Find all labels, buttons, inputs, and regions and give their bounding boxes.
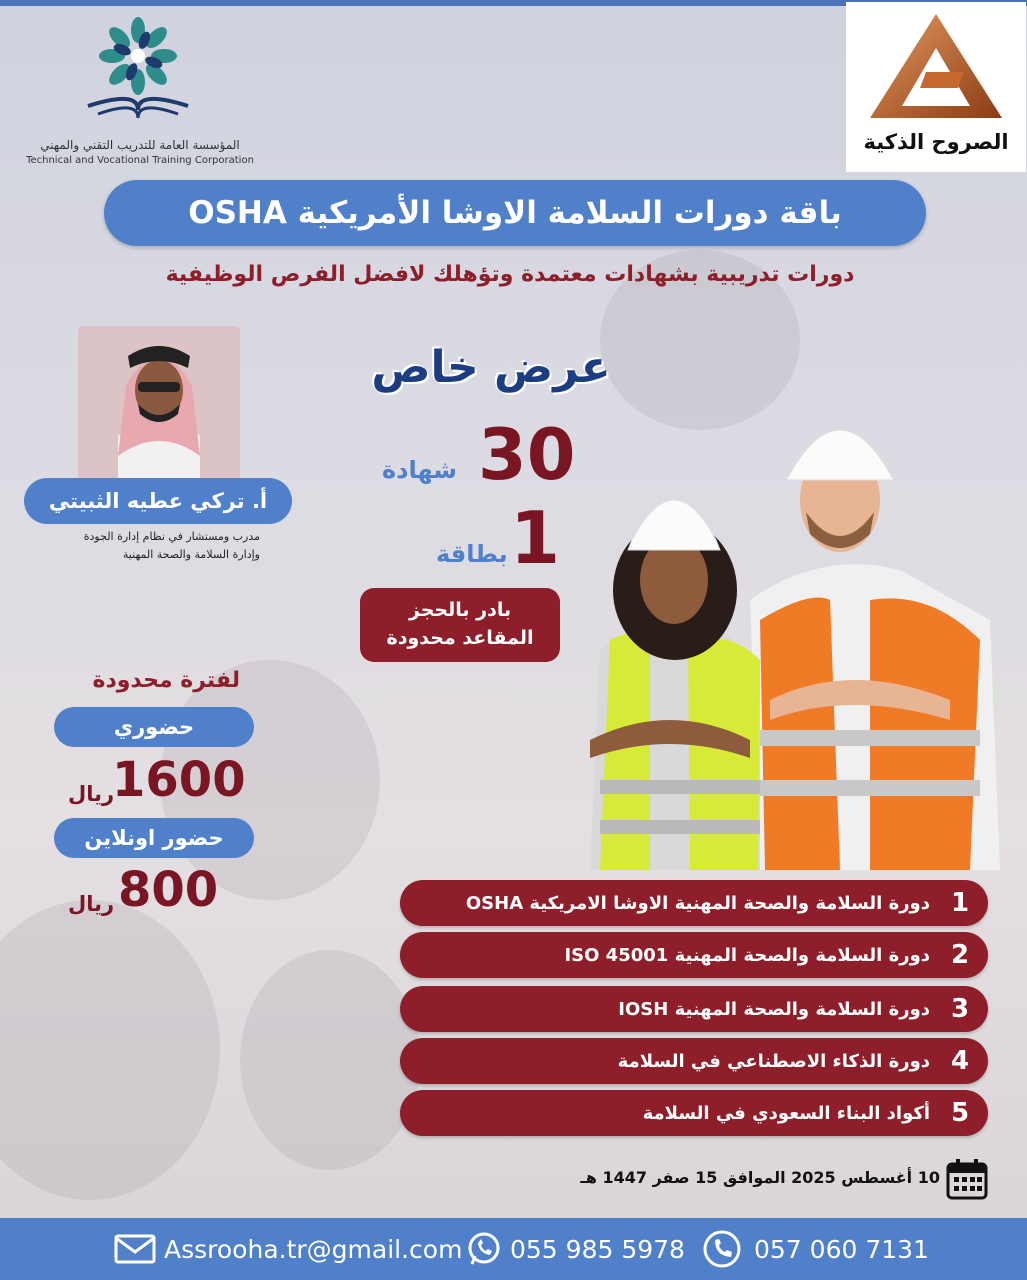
course-number: 2	[950, 940, 970, 970]
in-person-currency: ريال	[68, 782, 115, 806]
title-banner	[104, 180, 926, 246]
tvtc-logo-icon	[68, 10, 208, 135]
online-price: 800	[118, 862, 219, 918]
course-number: 1	[950, 888, 970, 918]
online-currency: ريال	[68, 892, 115, 916]
trainer-name: أ. تركي عطيه الثبيتي	[48, 489, 268, 513]
course-label: دورة السلامة والصحة المهنية IOSH	[618, 998, 930, 1020]
special-offer-headline: عرض خاص	[371, 342, 611, 393]
trainer-role-line1: مدرب ومستشار في نظام إدارة الجودة	[83, 530, 260, 543]
certificates-label: شهادة	[382, 456, 457, 484]
email-icon	[114, 1234, 156, 1264]
course-label: دورة السلامة والصحة المهنية ISO 45001	[564, 944, 930, 966]
in-person-pill	[54, 707, 254, 747]
book-line2: المقاعد محدودة	[386, 627, 534, 649]
workers-illustration	[570, 400, 1010, 870]
course-item-4	[400, 1038, 988, 1084]
course-label: دورة الذكاء الاصطناعي في السلامة	[617, 1050, 930, 1072]
contact-footer	[0, 1218, 1027, 1280]
course-item-1	[400, 880, 988, 926]
trainer-name-banner	[24, 478, 292, 524]
whatsapp-number: 055 985 5978	[510, 1234, 685, 1264]
trainer-avatar-icon	[78, 326, 240, 484]
online-pill	[54, 818, 254, 858]
background-shape	[240, 950, 420, 1170]
in-person-label: حضوري	[113, 715, 195, 739]
org-name-en: Technical and Vocational Training Corporation	[26, 155, 254, 166]
certificates-count: 30	[478, 414, 576, 496]
limited-time-label: لفترة محدودة	[92, 668, 240, 693]
triangle-logo-icon	[866, 10, 1006, 122]
calendar-icon	[946, 1158, 988, 1200]
tvtc-logo	[20, 10, 260, 170]
trainer-role-line2: وإدارة السلامة والصحة المهنية	[122, 548, 260, 561]
course-item-5	[400, 1090, 988, 1136]
book-now-badge	[360, 588, 560, 662]
in-person-price: 1600	[112, 752, 246, 808]
card-count: 1	[510, 496, 561, 580]
whatsapp-icon	[466, 1231, 502, 1267]
background-shape	[0, 900, 220, 1200]
email-contact[interactable]	[114, 1218, 462, 1280]
book-line1: بادر بالحجز	[408, 599, 512, 622]
subtitle: دورات تدريبية بشهادات معتمدة وتؤهلك لافضل الفرص الوظيفية	[165, 262, 855, 287]
event-date: 10 أغسطس 2025 الموافق 15 صفر 1447 هـ	[580, 1168, 940, 1187]
course-number: 4	[950, 1046, 970, 1076]
org-name-ar: المؤسسة العامة للتدريب التقني والمهني	[40, 138, 240, 152]
course-item-2	[400, 932, 988, 978]
page-title: باقة دورات السلامة الاوشا الأمريكية OSHA	[188, 195, 842, 231]
whatsapp-contact[interactable]	[466, 1218, 685, 1280]
online-label: حضور اونلاين	[84, 826, 224, 850]
phone-icon	[702, 1229, 742, 1269]
brand-logo	[846, 2, 1026, 172]
course-number: 5	[950, 1098, 970, 1128]
course-number: 3	[950, 994, 970, 1024]
phone-number: 057 060 7131	[754, 1234, 929, 1264]
course-label: دورة السلامة والصحة المهنية الاوشا الامريكية OSHA	[465, 892, 930, 914]
course-item-3	[400, 986, 988, 1032]
course-label: أكواد البناء السعودي في السلامة	[642, 1102, 930, 1124]
brand-name: الصروح الذكية	[863, 130, 1009, 154]
trainer-photo	[78, 326, 240, 484]
email-text: Assrooha.tr@gmail.com	[164, 1234, 463, 1264]
phone-contact[interactable]	[702, 1218, 929, 1280]
card-label: بطاقة	[436, 540, 508, 568]
